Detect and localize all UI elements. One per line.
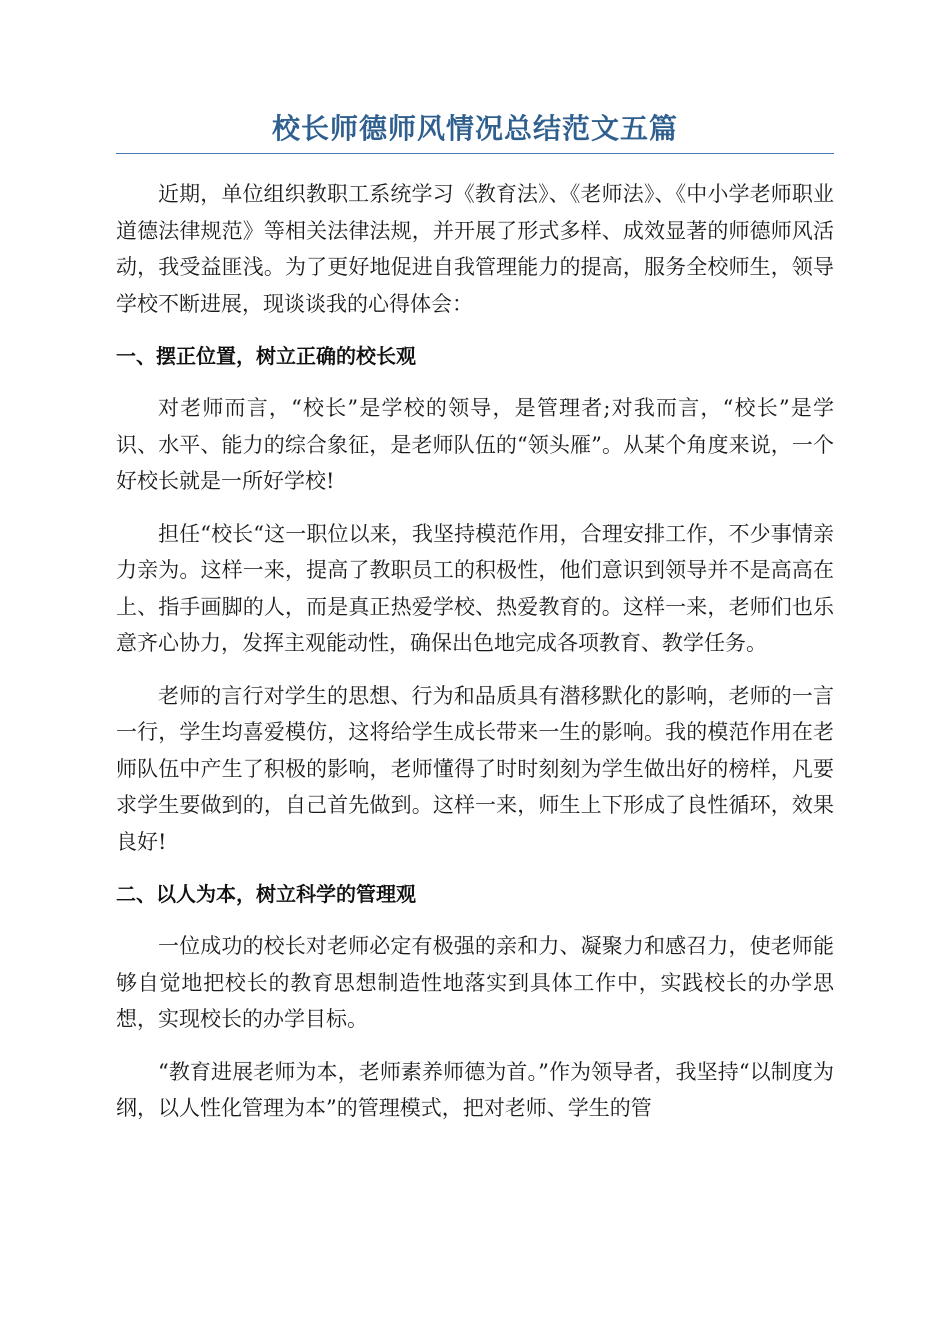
paragraph: 对老师而言，“校长”是学校的领导，是管理者;对我而言，“校长”是学识、水平、能力的综合象征，是老师队伍的“领头雁”。从某个角度来说，一个好校长就是一所好学校! (116, 396, 834, 493)
section-heading-2: 二、以人为本，树立科学的管理观 (116, 882, 416, 906)
document-page (116, 108, 834, 1143)
paragraph: “教育进展老师为本，老师素养师德为首。”作为领导者，我坚持“以制度为纲，以人性化管理为本”的管理模式，把对老师、学生的管 (116, 1059, 834, 1120)
section-heading-1: 一、摆正位置，树立正确的校长观 (116, 344, 416, 368)
paragraph: 担任“校长“这一职位以来，我坚持模范作用，合理安排工作，不少事情亲力亲为。这样一来，提高了教职员工的积极性，他们意识到领导并不是高高在上、指手画脚的人，而是真正热爱学校、热爱教育的。这样一来，老师们也乐意齐心协力，发挥主观能动性，确保出色地完成各项教育、教学任务。 (116, 521, 834, 655)
title-underline (116, 153, 834, 154)
paragraph: 老师的言行对学生的思想、行为和品质具有潜移默化的影响，老师的一言一行，学生均喜爱模仿，这将给学生成长带来一生的影响。我的模范作用在老师队伍中产生了积极的影响，老师懂得了时时刻刻为学生做出好的榜样，凡要求学生要做到的，自己首先做到。这样一来，师生上下形成了良性循环，效果良好! (116, 683, 834, 854)
document-title: 校长师德师风情况总结范文五篇 (271, 112, 678, 145)
paragraph-intro: 近期，单位组织教职工系统学习《教育法》、《老师法》、《中小学老师职业道德法律规范》等相关法律法规，并开展了形式多样、成效显著的师德师风活动，我受益匪浅。为了更好地促进自我管理能力的提高，服务全校师生，领导学校不断进展，现谈谈我的心得体会： (116, 182, 834, 316)
paragraph: 一位成功的校长对老师必定有极强的亲和力、凝聚力和感召力，使老师能够自觉地把校长的教育思想制造性地落实到具体工作中，实践校长的办学思想，实现校长的办学目标。 (116, 934, 834, 1031)
